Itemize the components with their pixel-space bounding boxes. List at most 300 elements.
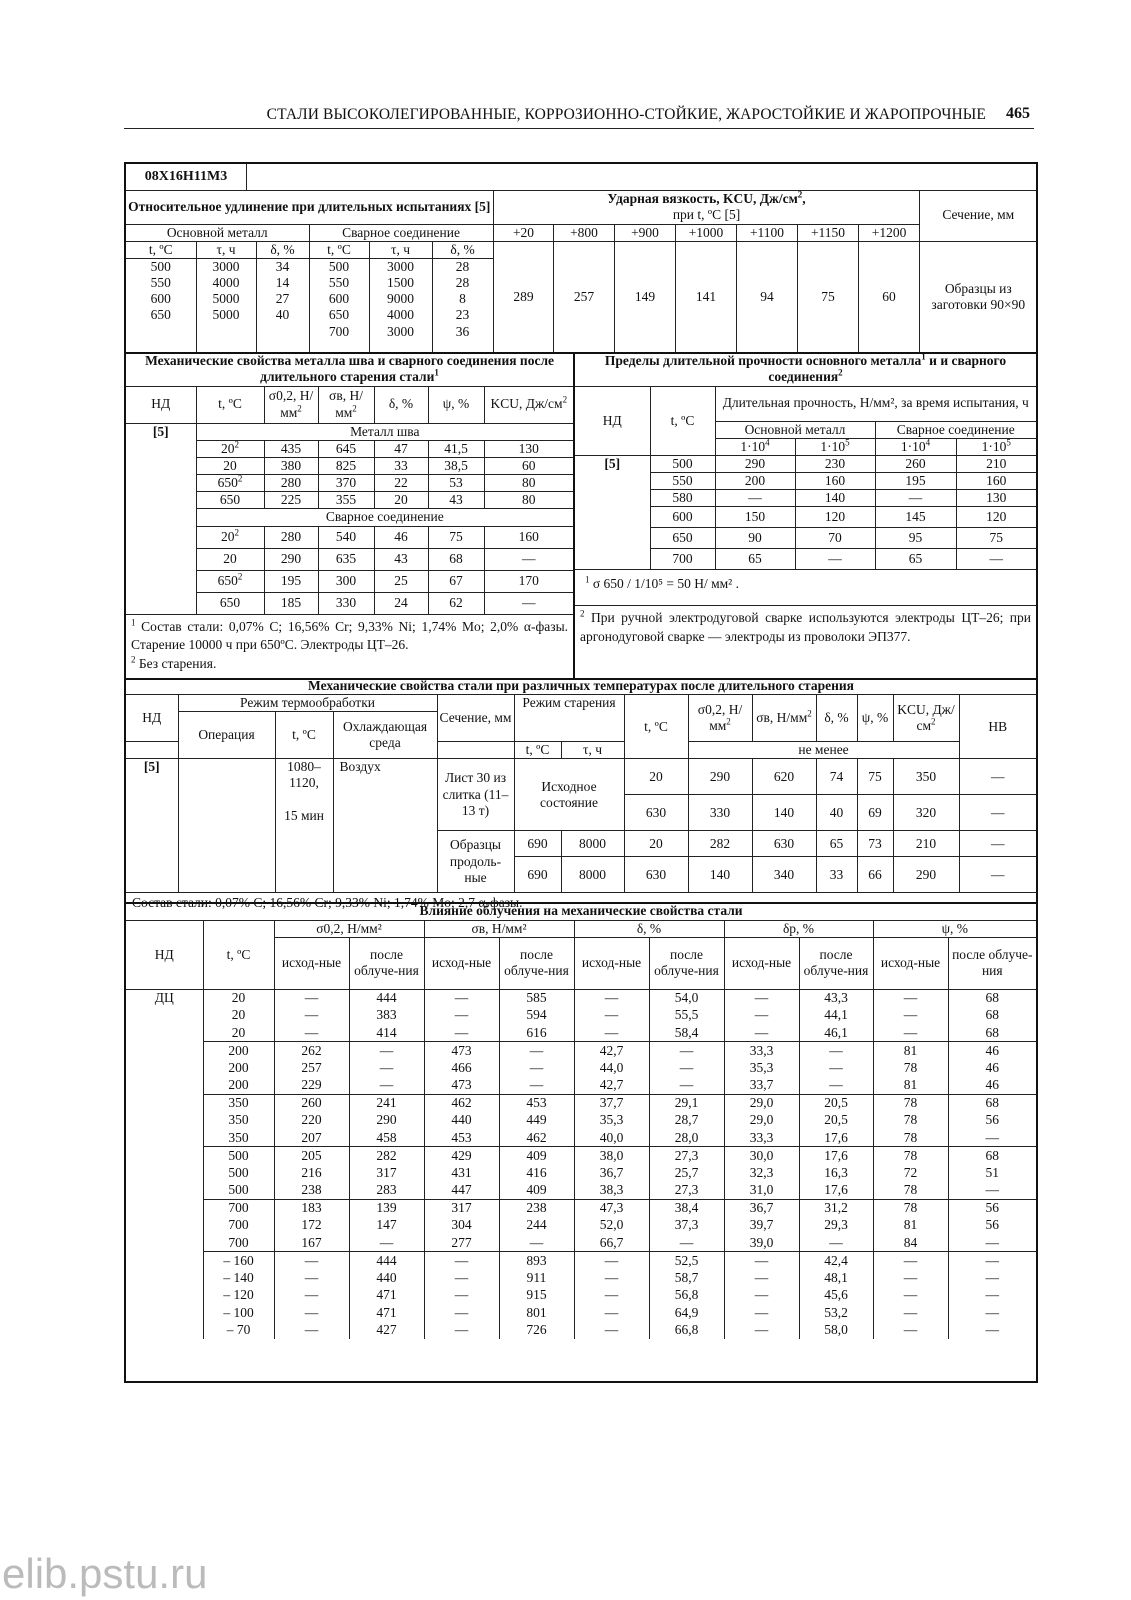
cell: 53,2 (799, 1304, 873, 1322)
cell: 43 (374, 548, 428, 570)
cell: — (574, 1287, 649, 1305)
cell: – 160 (203, 1252, 274, 1270)
cell: 139 (349, 1199, 424, 1217)
cell: 140 (795, 490, 875, 507)
cell: 90 (715, 528, 795, 549)
cell: – 70 (203, 1322, 274, 1340)
cell: 238 (274, 1182, 349, 1200)
table-row (126, 1007, 1036, 1025)
nd-ref: ДЦ (126, 989, 203, 1339)
cell: 41,5 (428, 440, 484, 457)
cell: $20^2$ (196, 440, 264, 457)
cell: 68 (948, 1024, 1036, 1042)
cell: 150 (715, 507, 795, 528)
base-tau-values: 3000 4000 5000 5000 (196, 258, 256, 352)
cell: — (649, 1059, 724, 1077)
cell: — (948, 1129, 1036, 1147)
h-nd: НД (126, 695, 178, 742)
cell: 31,0 (724, 1182, 799, 1200)
cell: — (795, 549, 875, 570)
cell: — (574, 1007, 649, 1025)
cell: 205 (274, 1147, 349, 1165)
cell: 283 (349, 1182, 424, 1200)
cell: — (959, 795, 1036, 831)
h-group: σ0,2, Н/мм² (274, 920, 424, 937)
cell: 20 (203, 1007, 274, 1025)
cell: 20 (203, 1024, 274, 1042)
nd-ref: [5] (126, 423, 196, 614)
h-aging-tau: τ, ч (561, 742, 624, 759)
cell: — (649, 1042, 724, 1060)
cell: — (349, 1059, 424, 1077)
cell: 700 (203, 1217, 274, 1235)
cell: 42,7 (574, 1042, 649, 1060)
cell: 350 (893, 759, 959, 795)
cell: 48,1 (799, 1269, 873, 1287)
cell: — (424, 1024, 499, 1042)
col-t: t, ºC (126, 241, 196, 258)
cell: — (799, 1234, 873, 1252)
cell: 616 (499, 1024, 574, 1042)
h-group: ψ, % (873, 920, 1036, 937)
cell: 167 (274, 1234, 349, 1252)
cell: 60 (484, 457, 573, 474)
cell: 630 (752, 831, 816, 857)
kcu-temp: +20 (494, 224, 554, 241)
h-cooling: Охлаждающая среда (333, 712, 437, 759)
cell: 244 (499, 1217, 574, 1235)
cell: 43 (428, 492, 484, 509)
cell: 33,7 (724, 1077, 799, 1095)
cell: 893 (499, 1252, 574, 1270)
weld-header: Сварное соединение (309, 224, 493, 241)
cell: 33 (816, 857, 857, 893)
cell: 355 (318, 492, 374, 509)
cell: 75 (428, 526, 484, 548)
h-d: δ, % (374, 386, 428, 423)
cell: 38,0 (574, 1147, 649, 1165)
kcu-temp: +1100 (737, 224, 798, 241)
cell: 140 (752, 795, 816, 831)
cell: — (948, 1252, 1036, 1270)
cell: 429 (424, 1147, 499, 1165)
cell: 230 (795, 455, 875, 472)
cell: — (649, 1077, 724, 1095)
base-delta-values: 34 14 27 40 (256, 258, 309, 352)
cell: — (873, 1322, 948, 1340)
irradiation-title: Влияние облучения на механические свойства стали (126, 902, 1036, 920)
cell: 690 (514, 857, 561, 893)
cell: 220 (274, 1112, 349, 1130)
cell: — (724, 1322, 799, 1340)
h-min: не менее (688, 742, 959, 759)
cell: $650^2$ (196, 570, 264, 592)
cell: 39,0 (724, 1234, 799, 1252)
grade-label: 08Х16Н11М3 (126, 164, 247, 190)
cell: 580 (650, 490, 715, 507)
cell: — (873, 989, 948, 1007)
cell: — (799, 1042, 873, 1060)
cell: 650 (650, 528, 715, 549)
cell: 300 (318, 570, 374, 592)
h-time: $1\cdot 10^5$ (795, 438, 875, 455)
elongation-impact-section (126, 190, 1036, 354)
cell: 290 (688, 759, 752, 795)
irradiation-section (126, 902, 1036, 1381)
kcu-value: 289 (494, 241, 554, 352)
cell: 500 (650, 455, 715, 472)
h-s02: σ0,2, $Н/мм^2$ (688, 695, 752, 742)
cell: 650 (196, 592, 264, 614)
col-tau: τ, ч (196, 241, 256, 258)
h-after: после облуче-ния (499, 937, 574, 989)
cell: — (349, 1077, 424, 1095)
cell: 471 (349, 1304, 424, 1322)
cell: 466 (424, 1059, 499, 1077)
cell: 620 (752, 759, 816, 795)
cell: 68 (948, 1007, 1036, 1025)
cell: 260 (875, 455, 956, 472)
cell: 801 (499, 1304, 574, 1322)
table-row (126, 1182, 1036, 1200)
cell: 70 (795, 528, 875, 549)
table-row (126, 1042, 1036, 1060)
cell: 453 (499, 1094, 574, 1112)
table-row (126, 989, 1036, 1007)
kcu-value: 60 (859, 241, 920, 352)
cell: 260 (274, 1094, 349, 1112)
cell: 280 (264, 475, 318, 492)
cell: 66,8 (649, 1322, 724, 1340)
kcu-temp: +800 (554, 224, 615, 241)
h-time: $1\cdot 10^4$ (715, 438, 795, 455)
cell: 210 (956, 455, 1036, 472)
weld-tau-values: 3000 1500 9000 4000 3000 (369, 258, 432, 352)
cell: 630 (624, 795, 688, 831)
kcu-temp: +1000 (676, 224, 737, 241)
h-t: t, ºC (650, 386, 715, 455)
cell: 46 (948, 1059, 1036, 1077)
cell: 340 (752, 857, 816, 893)
h-init: исход-ные (724, 937, 799, 989)
cooling-medium: Воздух (333, 759, 437, 831)
cell: 40 (816, 795, 857, 831)
cell: 56 (948, 1199, 1036, 1217)
cell: 8000 (561, 857, 624, 893)
h-sv: σв, $Н/мм^2$ (318, 386, 374, 423)
cell: 54,0 (649, 989, 724, 1007)
cell: 172 (274, 1217, 349, 1235)
cell: — (724, 1007, 799, 1025)
cell: 645 (318, 440, 374, 457)
cell: 500 (203, 1182, 274, 1200)
col-delta: δ, % (432, 241, 493, 258)
cell: 200 (203, 1059, 274, 1077)
cell: 46,1 (799, 1024, 873, 1042)
cell: — (424, 1007, 499, 1025)
col-t: t, ºC (309, 241, 369, 258)
cell: 911 (499, 1269, 574, 1287)
h-weld: Сварное соединение (875, 421, 1036, 438)
cell: 304 (424, 1217, 499, 1235)
cell: 42,7 (574, 1077, 649, 1095)
kcu-temp: +900 (615, 224, 676, 241)
cell: 65 (715, 549, 795, 570)
section-value: Образцы из заготовки 90×90 (920, 241, 1037, 352)
cell: 28,0 (649, 1129, 724, 1147)
cell: 73 (857, 831, 893, 857)
table-row (126, 1112, 1036, 1130)
cell: 78 (873, 1059, 948, 1077)
weld-t-values: 500 550 600 650 700 (309, 258, 369, 352)
h-time: $1\cdot 10^4$ (875, 438, 956, 455)
cell: 120 (956, 507, 1036, 528)
cell: — (724, 1287, 799, 1305)
table-row (126, 1234, 1036, 1252)
cell: 17,6 (799, 1182, 873, 1200)
cell: 78 (873, 1129, 948, 1147)
cell: 462 (424, 1094, 499, 1112)
cell: 350 (203, 1094, 274, 1112)
cell: 700 (203, 1234, 274, 1252)
cell: — (424, 989, 499, 1007)
cell: 216 (274, 1164, 349, 1182)
cell: 45,6 (799, 1287, 873, 1305)
cell: — (873, 1287, 948, 1305)
cell: 700 (203, 1199, 274, 1217)
cell: 600 (650, 507, 715, 528)
cell: 282 (349, 1147, 424, 1165)
cell: 80 (484, 492, 573, 509)
cell: 36,7 (724, 1199, 799, 1217)
cell: 282 (688, 831, 752, 857)
cell: — (873, 1007, 948, 1025)
cell: — (649, 1234, 724, 1252)
cell: 650 (196, 492, 264, 509)
cell: 20,5 (799, 1112, 873, 1130)
h-psi: ψ, % (428, 386, 484, 423)
page-number: 465 (1006, 105, 1030, 122)
cell: — (873, 1024, 948, 1042)
cell: 825 (318, 457, 374, 474)
cell: — (499, 1042, 574, 1060)
cell: 44,1 (799, 1007, 873, 1025)
cell: — (715, 490, 795, 507)
h-d: δ, % (816, 695, 857, 742)
h-init: исход-ные (424, 937, 499, 989)
cell: 594 (499, 1007, 574, 1025)
cell: 46 (948, 1042, 1036, 1060)
cell: 52,0 (574, 1217, 649, 1235)
aging-table-title: Механические свойства стали при различных температурах после длительного старения (126, 678, 1036, 695)
h-nd: НД (126, 920, 203, 989)
cell: 25 (374, 570, 428, 592)
h-section: Сечение, мм (437, 695, 514, 742)
table-row (126, 1322, 1036, 1340)
cell: — (724, 1304, 799, 1322)
cell: — (274, 1287, 349, 1305)
table-row (126, 1094, 1036, 1112)
cell: 81 (873, 1217, 948, 1235)
cell: — (574, 1322, 649, 1340)
cell: 726 (499, 1322, 574, 1340)
cell: 20 (196, 548, 264, 570)
base-metal-header: Основной металл (126, 224, 309, 241)
cell: 20 (624, 831, 688, 857)
cell: — (499, 1234, 574, 1252)
cell: 462 (499, 1129, 574, 1147)
cell: 66 (857, 857, 893, 893)
cell: 78 (873, 1094, 948, 1112)
cell: 183 (274, 1199, 349, 1217)
cell: 440 (349, 1269, 424, 1287)
cell: 700 (650, 549, 715, 570)
table-row (126, 1199, 1036, 1217)
cell: 444 (349, 989, 424, 1007)
h-group: δр, % (724, 920, 873, 937)
cell: 29,0 (724, 1112, 799, 1130)
cell: 257 (274, 1059, 349, 1077)
cell: 453 (424, 1129, 499, 1147)
h-after: после облуче-ния (948, 937, 1036, 989)
h-kcu: KCU, $Дж/см^2$ (484, 386, 573, 423)
cell: 447 (424, 1182, 499, 1200)
cell: 435 (264, 440, 318, 457)
h-t: t, ºC (203, 920, 274, 989)
cell: 145 (875, 507, 956, 528)
cell: 120 (795, 507, 875, 528)
table-row (126, 1269, 1036, 1287)
cell: 16,3 (799, 1164, 873, 1182)
cell: 28,7 (649, 1112, 724, 1130)
nd-ref: [5] (575, 455, 650, 570)
cell: 35,3 (724, 1059, 799, 1077)
cell: 67 (428, 570, 484, 592)
cell: 78 (873, 1199, 948, 1217)
cell: 350 (203, 1129, 274, 1147)
cell: 473 (424, 1042, 499, 1060)
h-operation: Операция (178, 712, 275, 759)
h-nd: НД (575, 386, 650, 455)
h-t: t, ºC (275, 712, 333, 759)
cell: 38,5 (428, 457, 484, 474)
cell: 409 (499, 1182, 574, 1200)
cell: 39,7 (724, 1217, 799, 1235)
weld-aging-footnotes: $^1$ Состав стали: 0,07% С; 16,56% Cr; 9,33% Ni; 1,74% Mo; 2,0% α-фазы. Старение 10000 ч при 650ºС. Электроды ЦТ–26. $^2$ Без старения. (131, 617, 569, 671)
rupture-note-2: $^2$ При ручной электродуговой сварке используются электроды ЦТ–26; при аргонодуговой сварке — электроды из проволоки ЭП377. (580, 608, 1031, 645)
kcu-temp: +1200 (859, 224, 920, 241)
cell: 200 (203, 1077, 274, 1095)
cell: — (956, 549, 1036, 570)
cell: — (873, 1304, 948, 1322)
cell: 78 (873, 1147, 948, 1165)
cell: 238 (499, 1199, 574, 1217)
cell: 550 (650, 473, 715, 490)
cell: 58,7 (649, 1269, 724, 1287)
h-init: исход-ные (274, 937, 349, 989)
cell: 80 (484, 475, 573, 492)
table-row (126, 1287, 1036, 1305)
rupture-title: Пределы длительной прочности основного металла$^1$ и и сварного соединения$^2$ (575, 352, 1036, 386)
cell: 440 (424, 1112, 499, 1130)
cell: 81 (873, 1042, 948, 1060)
cell: 44,0 (574, 1059, 649, 1077)
cell: 540 (318, 526, 374, 548)
cell: — (959, 831, 1036, 857)
cell: — (574, 1304, 649, 1322)
cell: 20 (624, 759, 688, 795)
cell: 43,3 (799, 989, 873, 1007)
cell: 170 (484, 570, 573, 592)
cell: 32,3 (724, 1164, 799, 1182)
cell: — (948, 1234, 1036, 1252)
cell: 42,4 (799, 1252, 873, 1270)
kcu-value: 149 (615, 241, 676, 352)
h-aging: Режим старения (514, 695, 624, 742)
weld-metal-subheader: Металл шва (196, 423, 573, 440)
cell: 75 (857, 759, 893, 795)
cell: 33,3 (724, 1042, 799, 1060)
cell: 317 (349, 1164, 424, 1182)
table-row (126, 1147, 1036, 1165)
cell: – 120 (203, 1287, 274, 1305)
ht-temperature: 1080–1120, 15 мин (275, 759, 333, 831)
cell: 635 (318, 548, 374, 570)
cell: — (875, 490, 956, 507)
cell: — (948, 1304, 1036, 1322)
table-row (126, 1059, 1036, 1077)
cell: — (948, 1322, 1036, 1340)
cell: 46 (948, 1077, 1036, 1095)
cell: — (424, 1322, 499, 1340)
cell: 78 (873, 1112, 948, 1130)
h-strength: Длительная прочность, Н/мм², за время испытания, ч (715, 386, 1036, 421)
cell: — (724, 989, 799, 1007)
cell: 458 (349, 1129, 424, 1147)
cell: — (424, 1304, 499, 1322)
cell: — (574, 1269, 649, 1287)
cell: 280 (264, 526, 318, 548)
cell: 140 (688, 857, 752, 893)
cell: 29,1 (649, 1094, 724, 1112)
cell: $650^2$ (196, 475, 264, 492)
aging-initial: Исходное состояние (514, 759, 624, 831)
kcu-temp: +1150 (798, 224, 859, 241)
cell: — (948, 1287, 1036, 1305)
cell: 56 (948, 1217, 1036, 1235)
cell: 31,2 (799, 1199, 873, 1217)
cell: 241 (349, 1094, 424, 1112)
section-specimens: Образцы продоль-ные (437, 831, 514, 893)
cell: 40,0 (574, 1129, 649, 1147)
cell: 229 (274, 1077, 349, 1095)
cell: 29,0 (724, 1094, 799, 1112)
cell: 68 (948, 1147, 1036, 1165)
cell: – 100 (203, 1304, 274, 1322)
cell: 20,5 (799, 1094, 873, 1112)
section-sheet: Лист 30 из слитка (11–13 т) (437, 759, 514, 831)
cell: 195 (875, 473, 956, 490)
h-regime: Режим термообработки (178, 695, 437, 712)
cell: — (959, 759, 1036, 795)
cell: 46 (374, 526, 428, 548)
cell: 160 (795, 473, 875, 490)
cell: 330 (688, 795, 752, 831)
cell: 65 (816, 831, 857, 857)
kcu-value: 141 (676, 241, 737, 352)
h-kcu: KCU, $Дж/см^2$ (893, 695, 959, 742)
irradiation-body (126, 989, 1036, 1339)
